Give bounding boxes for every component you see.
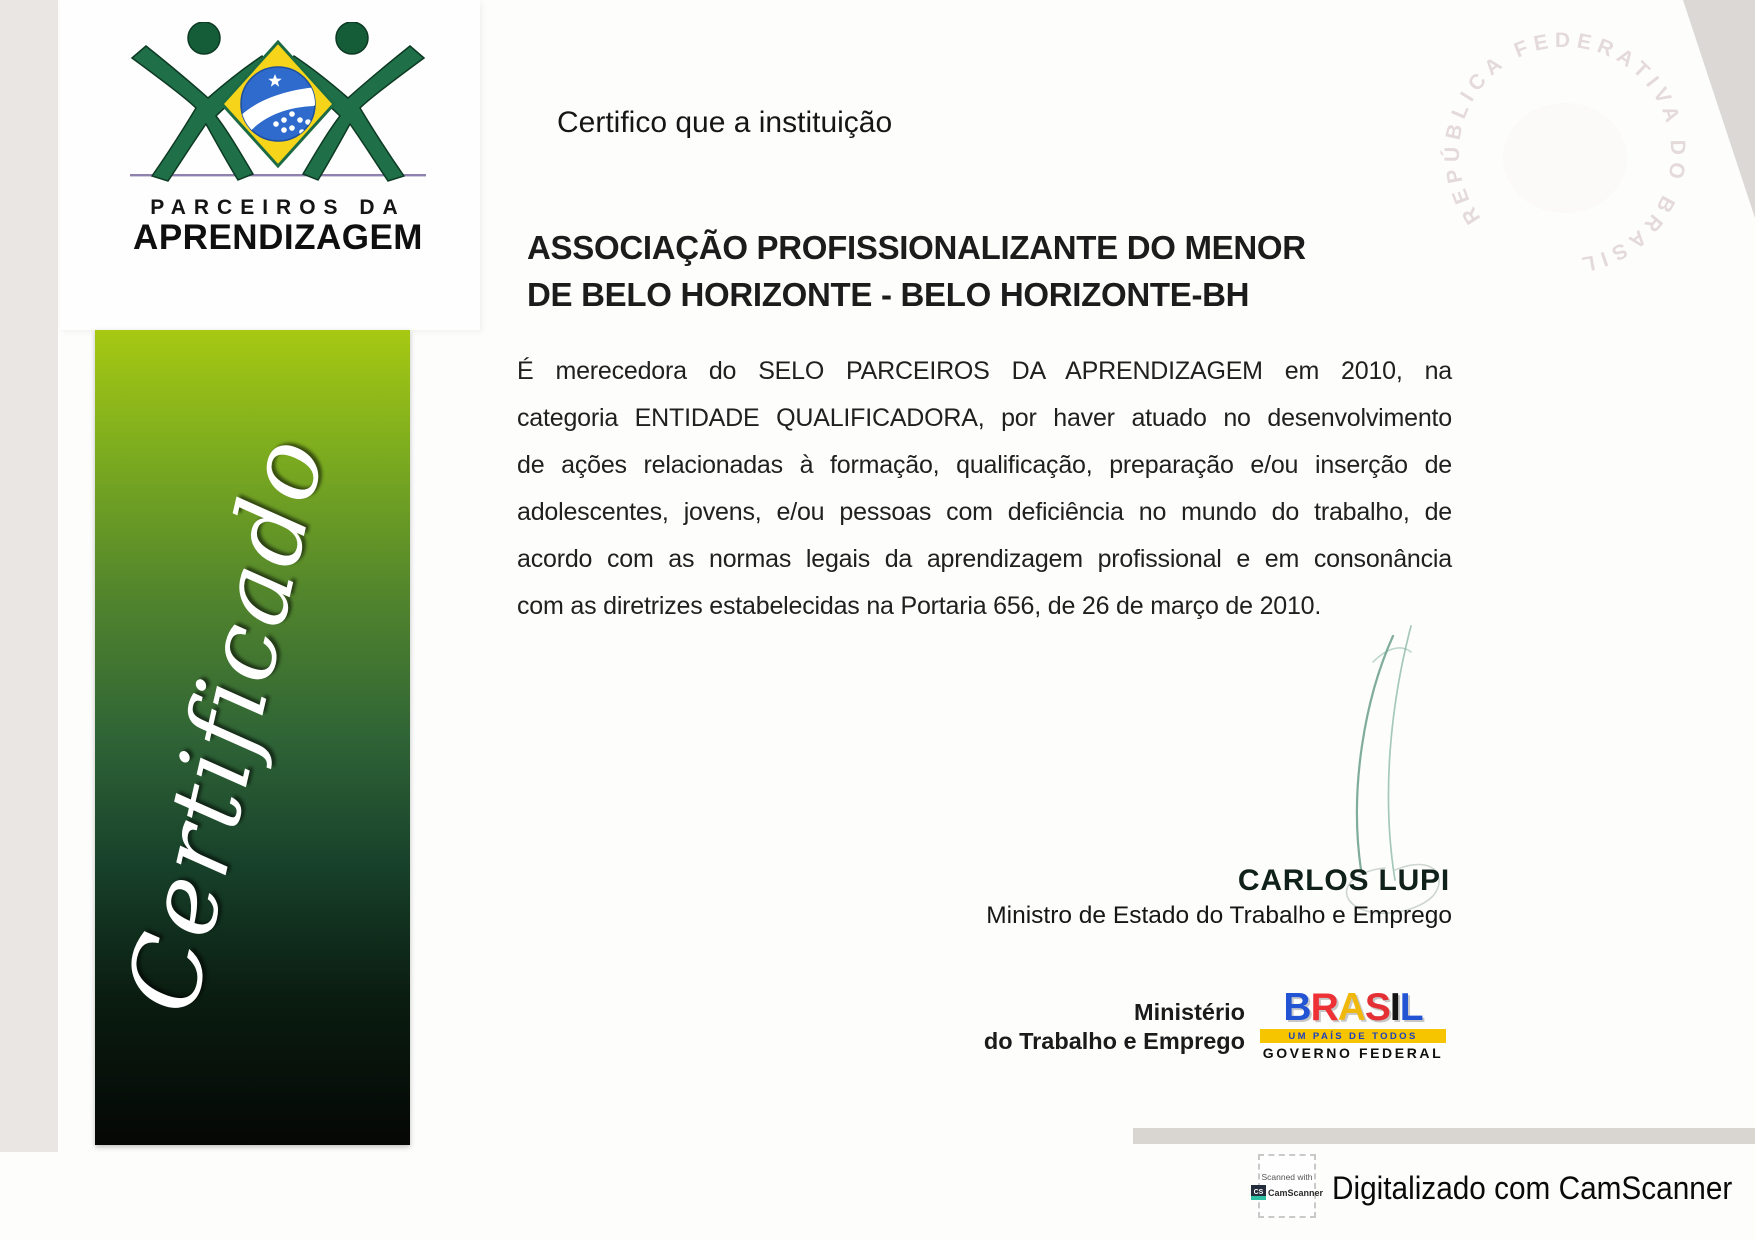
logo-text-parceiros: PARCEIROS DA <box>150 196 406 219</box>
certificado-banner <box>95 330 410 1145</box>
body-line: adolescentes, jovens, e/ou pessoas com deficiência no mundo do trabalho, de <box>517 498 1452 526</box>
signature-scribble <box>1245 618 1455 948</box>
brasil-letter: B <box>1283 986 1311 1029</box>
camscanner-badge-row <box>1251 1185 1323 1200</box>
parceiros-logo-icon <box>128 22 428 184</box>
brasil-letter: I <box>1389 986 1400 1029</box>
logo-text-aprendizagem: APRENDIZAGEM <box>133 218 423 257</box>
signature-title: Ministro de Estado do Trabalho e Emprego <box>986 902 1452 929</box>
body-line: com as diretrizes estabelecidas na Portaria 656, de 26 de março de 2010. <box>517 592 1322 620</box>
certificate-intro: Certifico que a instituição <box>557 106 893 139</box>
signature-name: CARLOS LUPI <box>1237 864 1450 897</box>
institution-name <box>527 224 1306 318</box>
body-line: acordo com as normas legais da aprendizagem profissional e em consonância <box>517 545 1452 573</box>
ministry-label <box>895 998 1245 1056</box>
brasil-letter: L <box>1399 986 1423 1029</box>
body-line: categoria ENTIDADE QUALIFICADORA, por haver atuado no desenvolvimento <box>517 404 1452 432</box>
republic-seal-stamp <box>1420 8 1710 298</box>
seal-arc-text: REPÚBLICA FEDERATIVA DO BRASIL <box>1440 29 1690 277</box>
camscanner-badge-app: CamScanner <box>1267 1187 1324 1198</box>
camscanner-badge-caption: Scanned with <box>1261 1172 1313 1182</box>
body-line: de ações relacionadas à formação, qualificação, preparação e/ou inserção de <box>517 451 1452 479</box>
brasil-tagline: UM PAÍS DE TODOS <box>1260 1029 1446 1043</box>
brasil-letter: A <box>1337 986 1365 1029</box>
brasil-wordmark <box>1260 988 1446 1028</box>
certificado-script-text: Certificado <box>105 425 348 1023</box>
scan-edge-left <box>0 0 58 1152</box>
camscanner-badge <box>1253 1154 1324 1218</box>
scan-edge-bottom <box>1133 1128 1755 1144</box>
brasil-letter: R <box>1310 986 1338 1029</box>
ministry-line2: do Trabalho e Emprego <box>983 1028 1245 1054</box>
brasil-letter: S <box>1364 986 1390 1029</box>
camscanner-watermark: Digitalizado com CamScanner <box>1332 1170 1733 1206</box>
camscanner-icon: CS <box>1251 1185 1266 1200</box>
body-line: É merecedora do SELO PARCEIROS DA APRENDIZAGEM em 2010, na <box>517 357 1452 385</box>
ministry-line1: Ministério <box>1134 999 1245 1025</box>
certificate-body <box>517 348 1452 630</box>
parceiros-logo-card <box>60 0 480 330</box>
brasil-gov-logo <box>1260 988 1446 1061</box>
institution-line1: ASSOCIAÇÃO PROFISSIONALIZANTE DO MENOR <box>527 229 1306 266</box>
governo-federal-label: GOVERNO FEDERAL <box>1262 1045 1444 1061</box>
institution-line2: DE BELO HORIZONTE - BELO HORIZONTE-BH <box>527 276 1250 313</box>
